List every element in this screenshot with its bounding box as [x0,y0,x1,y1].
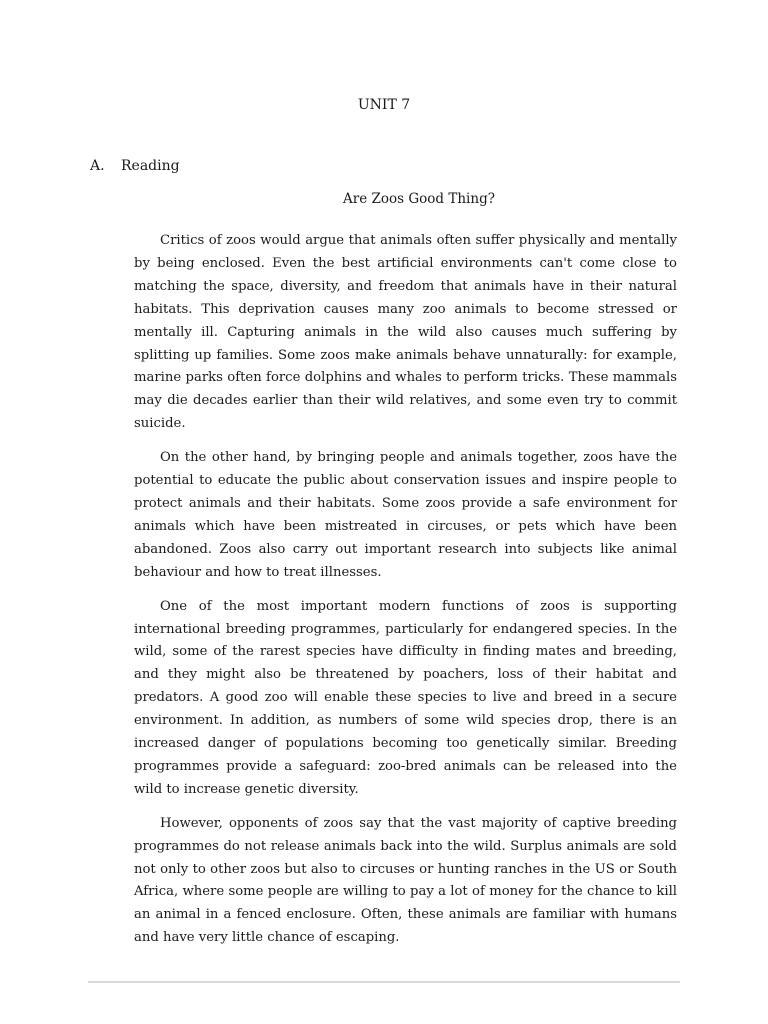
section-label: Reading [121,158,180,174]
footer-divider [88,981,680,983]
article-body [134,230,677,961]
paragraph-4: However, opponents of zoos say that the vast majority of captive breeding programmes do not release animals back into the wild. Surplus animals are sold not only to other zoos but also to circuses or hunting ranches in the US or South Africa, where some people are willing to pay a lot of money for the chance to kill an animal in a fenced enclosure. Often, these animals are familiar with humans and have very little chance of escaping. [134,815,677,946]
section-heading [90,156,180,176]
unit-title: UNIT 7 [357,97,411,113]
article-title: Are Zoos Good Thing? [343,191,495,207]
paragraph-3: One of the most important modern functions of zoos is supporting international breeding programmes, particularly for endangered species. In the wild, some of the rarest species have difficulty in finding mates and breeding, and they might also be threatened by poachers, loss of their habitat and predators. A good zoo will enable these species to live and breed in a secure environment. In addition, as numbers of some wild species drop, there is an increased danger of populations becoming too genetically similar. Breeding programmes provide a safeguard: zoo-bred animals can be released into the wild to increase genetic diversity. [134,598,677,797]
paragraph-1: Critics of zoos would argue that animals often suffer physically and mentally by being enclosed. Even the best artificial environments can't come close to matching the space, diversity, and freedom that animals have in their natural habitats. This deprivation causes many zoo animals to become stressed or mentally ill. Capturing animals in the wild also causes much suffering by splitting up families. Some zoos make animals behave unnaturally: for example, marine parks often force dolphins and whales to perform tricks. These mammals may die decades earlier than their wild relatives, and some even try to commit suicide. [134,233,677,432]
paragraph-2: On the other hand, by bringing people and animals together, zoos have the potential to educate the public about conservation issues and inspire people to protect animals and their habitats. Some zoos provide a safe environment for animals which have been mistreated in circuses, or pets which have been abandoned. Zoos also carry out important research into subjects like animal behaviour and how to treat illnesses. [134,450,677,580]
section-letter: A. [90,158,105,174]
